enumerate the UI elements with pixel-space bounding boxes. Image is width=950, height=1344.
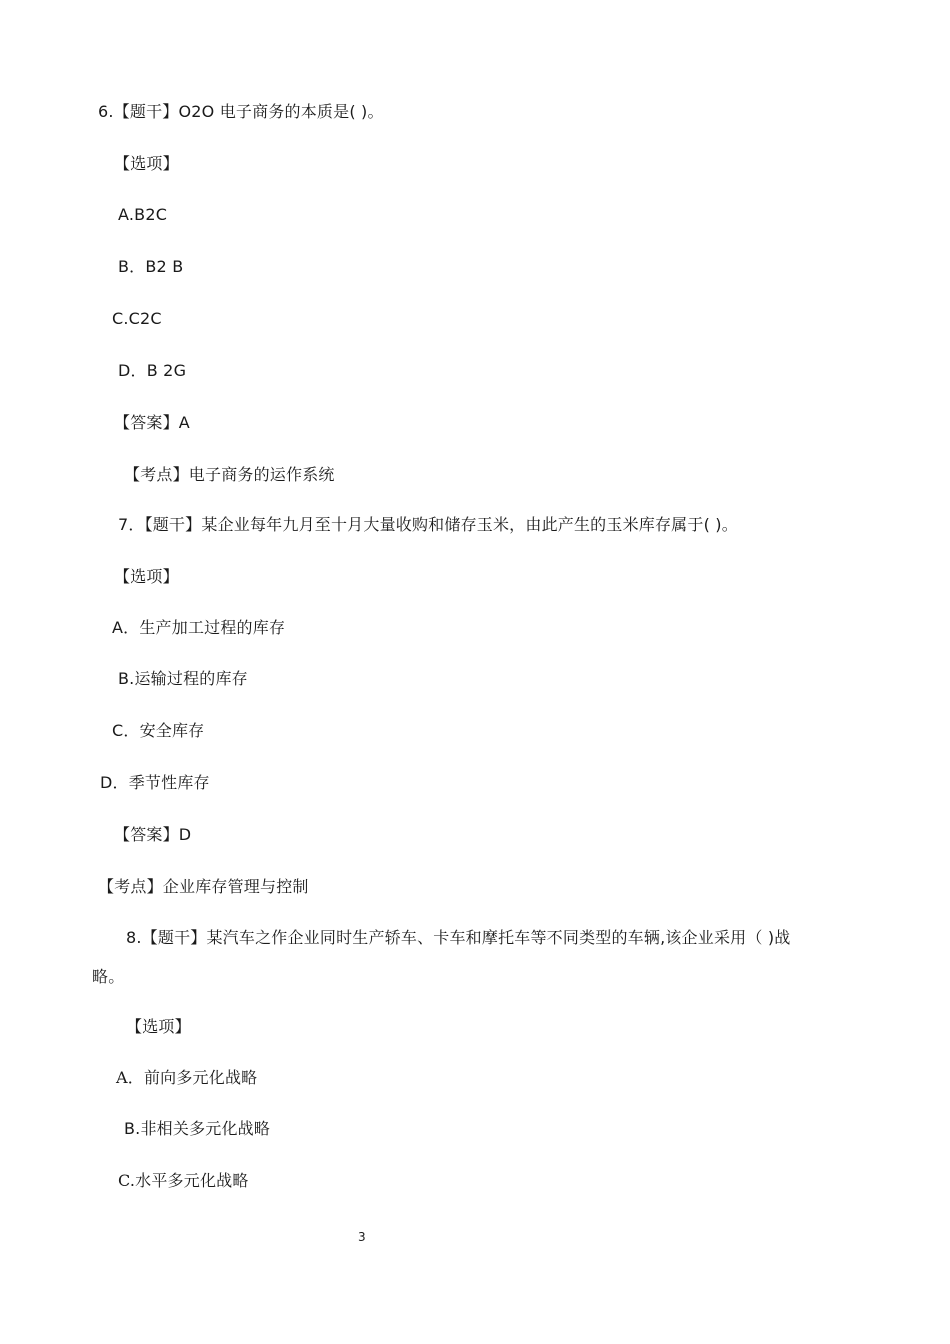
q7-answer: 【答案】D xyxy=(114,825,192,844)
q8-stem-line2: 略。 xyxy=(92,967,125,986)
q6-option-a: A.B2C xyxy=(118,205,168,224)
q8-option-a: A．前向多元化战略 xyxy=(116,1068,258,1087)
q7-option-c: C．安全库存 xyxy=(112,721,205,740)
q6-answer: 【答案】A xyxy=(114,413,190,432)
q7-option-d: D．季节性库存 xyxy=(100,773,210,792)
q8-option-b: B.非相关多元化战略 xyxy=(124,1119,271,1138)
q7-point: 【考点】企业库存管理与控制 xyxy=(98,877,309,896)
q6-point: 【考点】电子商务的运作系统 xyxy=(124,465,335,484)
q6-option-c: C.C2C xyxy=(112,309,162,328)
q6-options-label: 【选项】 xyxy=(114,154,179,173)
q8-options-label: 【选项】 xyxy=(126,1017,191,1036)
q6-stem: 6.【题干】O2O 电子商务的本质是( )。 xyxy=(98,102,384,121)
page-number: 3 xyxy=(358,1230,366,1244)
q7-option-b: B.运输过程的库存 xyxy=(118,669,248,688)
q6-option-b: B．B2 B xyxy=(118,257,184,276)
q7-options-label: 【选项】 xyxy=(114,567,179,586)
q6-option-d: D．B 2G xyxy=(118,361,187,380)
q8-stem-line1: 8.【题干】某汽车之作企业同时生产轿车、卡车和摩托车等不同类型的车辆,该企业采用（ )战 xyxy=(126,928,791,947)
q8-option-c: C.水平多元化战略 xyxy=(118,1171,249,1190)
q7-stem: 7．【题干】某企业每年九月至十月大量收购和储存玉米，由此产生的玉米库存属于( )。 xyxy=(118,515,738,534)
q7-option-a: A．生产加工过程的库存 xyxy=(112,618,286,637)
